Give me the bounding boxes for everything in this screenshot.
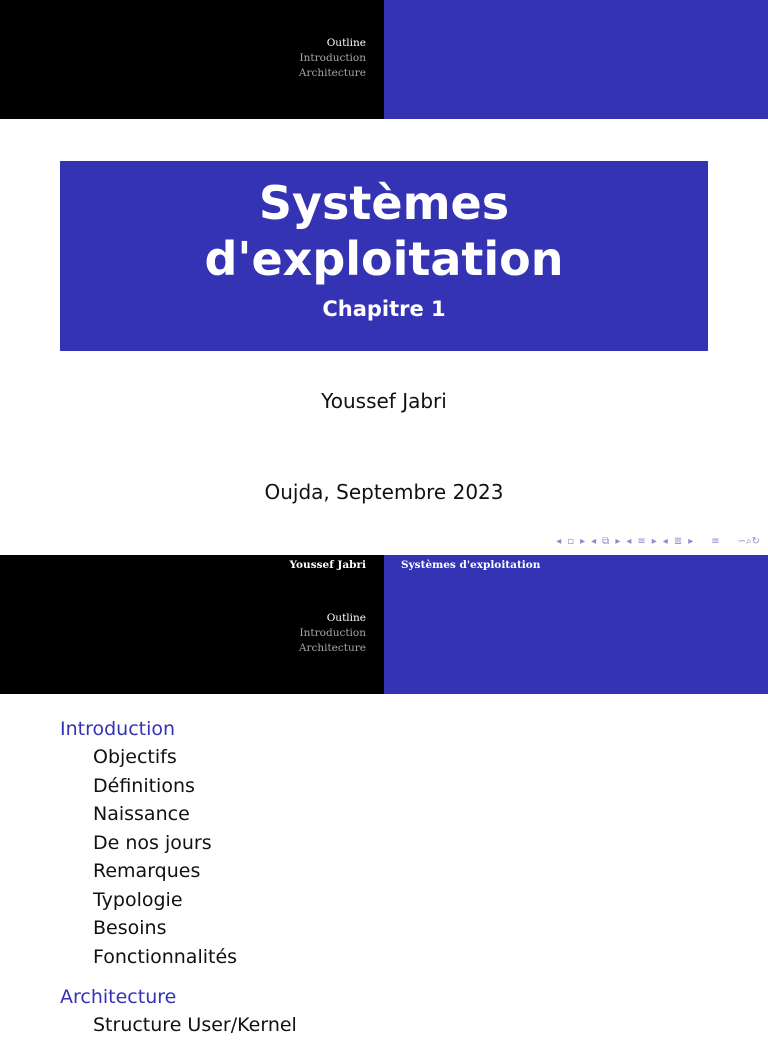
nav-frame-right-icon[interactable]: ▸ (580, 536, 586, 547)
nav-section-right-icon[interactable]: ▸ (651, 536, 657, 547)
footer-author: Youssef Jabri (289, 559, 366, 571)
outline-slide (0, 555, 768, 1036)
nav-subsection-left-icon[interactable]: ◂ (591, 536, 597, 547)
section-navigation (299, 611, 366, 656)
nav-subsection-right-icon[interactable]: ▸ (615, 536, 621, 547)
nav-section-icon[interactable]: ≡ (637, 536, 646, 547)
toc-subsection[interactable]: Structure User/Kernel (93, 1014, 297, 1036)
header-left-panel (0, 0, 384, 119)
header-right-panel (384, 0, 768, 119)
toc-subsection[interactable]: Remarques (93, 860, 201, 882)
toc-section-title[interactable]: Architecture (60, 986, 177, 1008)
toc-subsection[interactable]: Besoins (93, 917, 167, 939)
nav-doc-icon[interactable]: ≣ (673, 536, 683, 547)
nav-doc-right-icon[interactable]: ▸ (688, 536, 694, 547)
nav-section-left-icon[interactable]: ◂ (626, 536, 632, 547)
title-line-2: d'exploitation (204, 232, 564, 286)
nav-item-introduction[interactable]: Introduction (299, 627, 366, 639)
toc-subsection-list (60, 743, 297, 971)
toc-section-title[interactable]: Introduction (60, 718, 176, 740)
nav-item-introduction[interactable]: Introduction (299, 52, 366, 64)
toc-section-introduction (60, 715, 297, 971)
nav-frame-left-icon[interactable]: ◂ (556, 536, 562, 547)
toc-subsection-list (60, 1011, 297, 1040)
nav-item-outline[interactable]: Outline (326, 37, 366, 49)
place-date: Oujda, Septembre 2023 (264, 480, 504, 504)
header-band (0, 555, 768, 694)
header-band (0, 0, 768, 119)
nav-frame-icon[interactable]: ▫ (567, 536, 575, 547)
nav-search-icon[interactable]: ∽⌕↻ (737, 536, 760, 547)
nav-item-architecture[interactable]: Architecture (298, 642, 366, 654)
nav-align-icon[interactable]: ≡ (711, 536, 720, 547)
toc-section-architecture (60, 983, 297, 1040)
nav-subsection-icon[interactable]: ⧉ (602, 536, 610, 547)
toc-subsection[interactable]: Objectifs (93, 746, 177, 768)
toc-subsection[interactable]: Typologie (93, 888, 183, 911)
toc-subsection[interactable]: Fonctionnalités (93, 945, 238, 968)
nav-item-architecture[interactable]: Architecture (298, 67, 366, 79)
navigation-symbols (556, 536, 760, 547)
header-left-panel (0, 555, 384, 694)
presentation-title (60, 175, 708, 287)
toc-subsection[interactable]: De nos jours (93, 831, 212, 854)
header-right-panel (384, 555, 768, 694)
author-name: Youssef Jabri (321, 389, 447, 413)
toc-subsection[interactable]: Définitions (93, 774, 195, 797)
nav-item-outline[interactable]: Outline (326, 612, 366, 624)
footer-title: Systèmes d'exploitation (401, 559, 541, 571)
toc-subsection[interactable]: Naissance (93, 803, 190, 825)
nav-doc-left-icon[interactable]: ◂ (662, 536, 668, 547)
title-line-1: Systèmes (258, 176, 510, 230)
title-box (60, 161, 708, 351)
section-navigation (299, 36, 366, 81)
table-of-contents (60, 715, 297, 1052)
presentation-subtitle: Chapitre 1 (322, 297, 446, 321)
